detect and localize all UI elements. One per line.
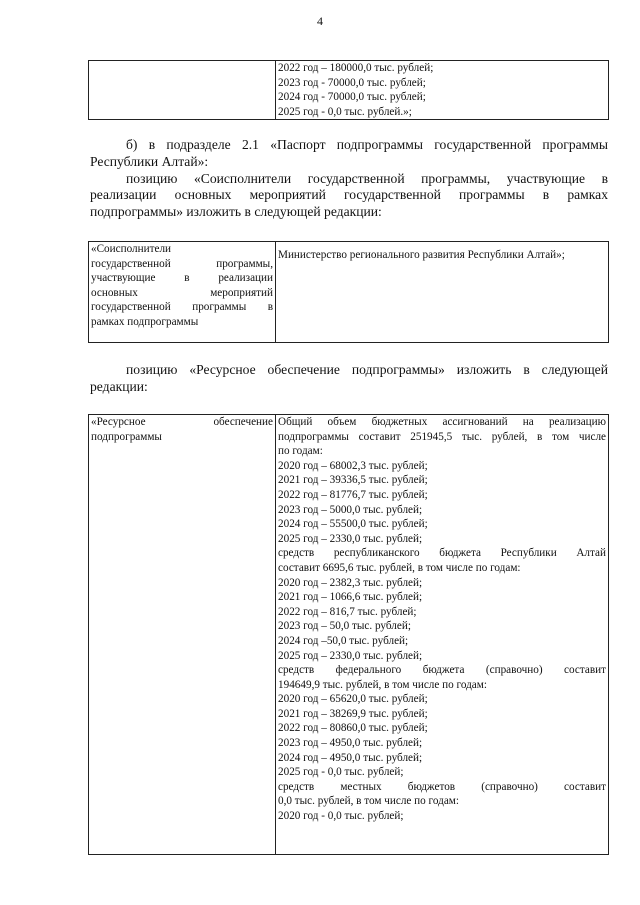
table-line: 2021 год – 38269,9 тыс. рублей; [278, 707, 428, 720]
table-line: средств местных бюджетов (справочно) составит [278, 780, 606, 793]
table-line: участвующие в реализации [91, 272, 273, 285]
table-line: Общий объем бюджетных ассигнований на реализацию [278, 416, 606, 428]
table-line: рамках подпрограммы [91, 315, 199, 328]
table-line: государственной программы, [91, 257, 273, 270]
table-line: составит 6695,6 тыс. рублей, в том числе по годам: [278, 561, 521, 574]
table-line: 2023 год – 4950,0 тыс. рублей; [278, 737, 423, 750]
paragraph-resource [90, 362, 608, 396]
resource-table [88, 414, 609, 855]
text-line: подпрограммы» изложить в следующей редакции: [90, 204, 382, 220]
table-line: основных мероприятий [91, 286, 273, 299]
table-line: по годам: [278, 445, 323, 458]
table-line: 2025 год – 2330,0 тыс. рублей; [278, 649, 423, 662]
page-number: 4 [317, 14, 323, 28]
table-line: 0,0 тыс. рублей, в том числе по годам: [278, 795, 459, 808]
table-line: 2024 год – 55500,0 тыс. рублей; [278, 518, 428, 531]
table-line: 2023 год – 5000,0 тыс. рублей; [278, 503, 423, 516]
coexecutors-label-cell [89, 242, 276, 343]
table-line: 2020 год – 65620,0 тыс. рублей; [278, 693, 428, 706]
table-line: 2025 год - 0,0 тыс. рублей.»; [278, 105, 412, 118]
table-line: 2024 год – 4950,0 тыс. рублей; [278, 751, 423, 764]
table-line: средств республиканского бюджета Республики Алтай [278, 547, 606, 560]
table-line: 2025 год – 2330,0 тыс. рублей; [278, 532, 423, 545]
table-line: 2021 год – 1066,6 тыс. рублей; [278, 591, 423, 604]
table-line: «Ресурсное обеспечение [91, 416, 273, 428]
table-line: 2024 год - 70000,0 тыс. рублей; [278, 91, 426, 104]
table-line: 194649,9 тыс. рублей, в том числе по годам: [278, 678, 487, 691]
table-line: 2025 год - 0,0 тыс. рублей; [278, 766, 404, 779]
table-line: Министерство регионального развития Республики Алтай»; [278, 249, 565, 261]
table-line: «Соисполнители [91, 243, 172, 255]
table-line: 2022 год – 180000,0 тыс. рублей; [278, 62, 434, 74]
coexecutors-value-cell [276, 242, 609, 343]
text-line: б) в подразделе 2.1 «Паспорт подпрограммы государственной программы [126, 137, 608, 152]
resource-value-cell [276, 415, 609, 855]
funding-table-continuation [88, 60, 609, 120]
table-right-cell [276, 61, 609, 120]
table-line: 2023 год - 70000,0 тыс. рублей; [278, 76, 426, 89]
table-line: средств федерального бюджета (справочно) составит [278, 664, 606, 677]
table-line: 2023 год – 50,0 тыс. рублей; [278, 620, 411, 633]
table-line: подпрограммы [91, 430, 162, 443]
table-line: 2024 год –50,0 тыс. рублей; [278, 634, 409, 647]
resource-label-cell [89, 415, 276, 855]
table-line: 2020 год – 68002,3 тыс. рублей; [278, 459, 428, 472]
text-line: Республики Алтай»: [90, 153, 209, 169]
table-line: 2020 год – 2382,3 тыс. рублей; [278, 576, 423, 589]
table-line: 2022 год – 80860,0 тыс. рублей; [278, 722, 428, 735]
table-left-cell [89, 61, 276, 120]
paragraph-b [90, 137, 608, 221]
coexecutors-table [88, 241, 609, 343]
text-line: позицию «Ресурсное обеспечение подпрограммы» изложить в следующей [126, 362, 608, 377]
text-line: позицию «Соисполнители государственной программы, участвующие в [126, 170, 608, 186]
text-line: редакции: [90, 378, 148, 394]
table-line: подпрограммы составит 251945,5 тыс. рублей, в том числе [278, 430, 606, 443]
table-line: 2022 год – 816,7 тыс. рублей; [278, 605, 417, 618]
table-line: 2021 год – 39336,5 тыс. рублей; [278, 474, 428, 487]
table-line: 2020 год - 0,0 тыс. рублей; [278, 810, 404, 823]
text-line: реализации основных мероприятий государственной программы в рамках [90, 187, 608, 203]
table-line: государственной программы в [91, 301, 273, 314]
table-line: 2022 год – 81776,7 тыс. рублей; [278, 488, 428, 501]
